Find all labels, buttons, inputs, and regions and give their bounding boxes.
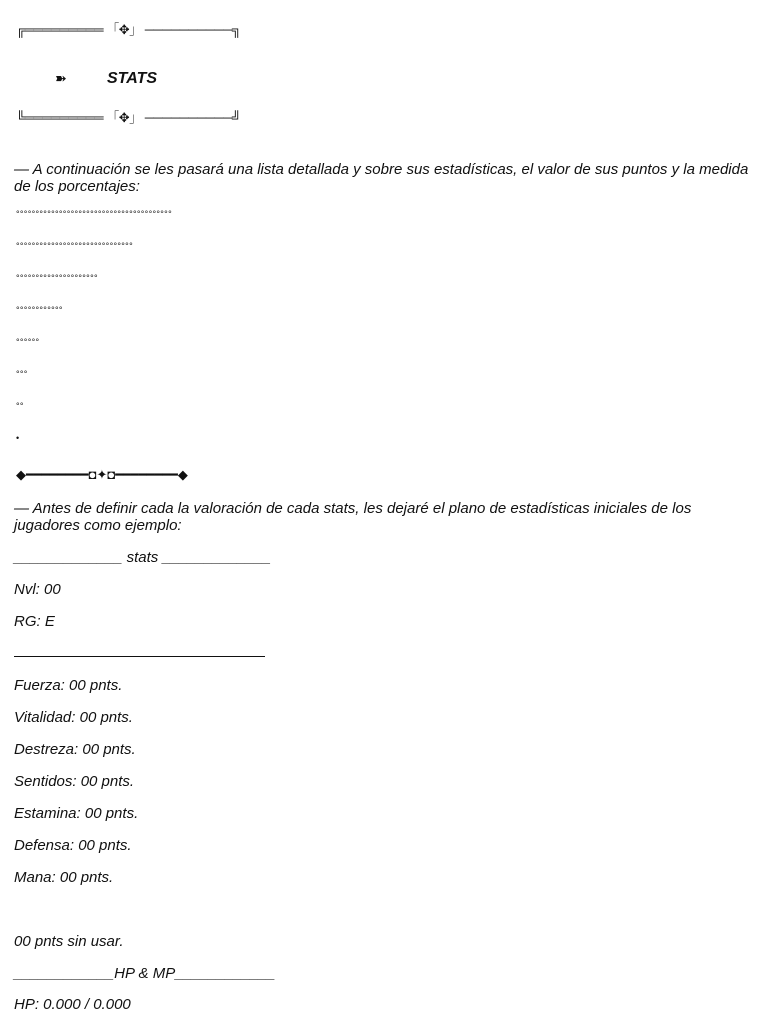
attribute-line: Mana: 00 pnts. — [14, 869, 114, 886]
explain-paragraph: — Antes de definir cada la valoración de cada stats, les dejaré el plano de estadísticas iniciales de los jugadores como ejemplo: — [14, 500, 692, 534]
bottom-ornament-frame: ╚═════════ 「✥」 ──────────╝ — [16, 110, 241, 125]
bullet-point: • — [16, 433, 20, 443]
ornament-divider: ◆━━━━━━━━◘✦◘━━━━━━━━◆ — [16, 467, 188, 482]
attribute-line: Fuerza: 00 pnts. — [14, 677, 123, 694]
hp-line: HP: 0.000 / 0.000 — [14, 996, 131, 1013]
stats-header: _____________ stats _____________ — [14, 549, 271, 566]
arrow-icon: ➽ — [55, 70, 67, 86]
section-title — [55, 70, 157, 88]
dot-line: °°°°°°°°°°°°°°°°°°°°° — [16, 273, 98, 283]
dot-line: °°°°°°°°°°°° — [16, 305, 63, 315]
separator-rule — [14, 656, 265, 657]
dot-line: °°°°°° — [16, 337, 40, 347]
hpmp-header: ____________HP & MP____________ — [14, 965, 276, 982]
unused-points-line: 00 pnts sin usar. — [14, 933, 124, 950]
attribute-line: Vitalidad: 00 pnts. — [14, 709, 133, 726]
level-line: Nvl: 00 — [14, 581, 61, 598]
attribute-line: Destreza: 00 pnts. — [14, 741, 136, 758]
dot-line: °°°°°°°°°°°°°°°°°°°°°°°°°°°°°°°°°°°°°°°° — [16, 209, 172, 219]
attribute-line: Sentidos: 00 pnts. — [14, 773, 135, 790]
dot-line: °° — [16, 401, 24, 411]
dot-line: °°° — [16, 369, 28, 379]
dot-line: °°°°°°°°°°°°°°°°°°°°°°°°°°°°°° — [16, 241, 133, 251]
attribute-line: Defensa: 00 pnts. — [14, 837, 132, 854]
intro-paragraph: — A continuación se les pasará una lista detallada y sobre sus estadísticas, el valor de sus puntos y la medida de los porcentajes: — [14, 161, 749, 195]
attribute-line: Estamina: 00 pnts. — [14, 805, 139, 822]
title-text: STATS — [107, 70, 158, 87]
rank-line: RG: E — [14, 613, 55, 630]
top-ornament-frame: ╔═════════ 「✥」 ──────────╗ — [16, 22, 241, 37]
